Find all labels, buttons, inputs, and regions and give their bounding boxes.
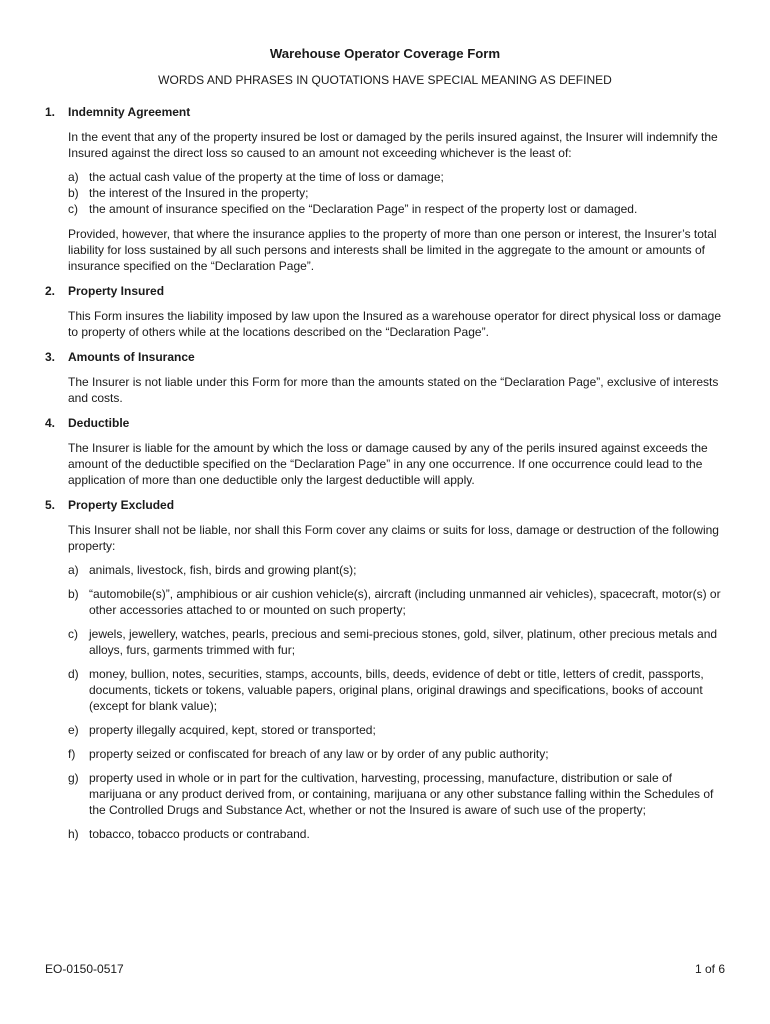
section-heading-property-excluded <box>45 497 725 513</box>
list-item <box>68 826 725 842</box>
document-body <box>45 104 725 842</box>
section-heading-deductible <box>45 415 725 431</box>
section-paragraph: Provided, however, that where the insurance applies to the property of more than one person or interest, the Insurer’s total liability for loss sustained by all such persons and interests shall be limited in the aggregate to the amount or amounts of insurance specified on the “Declaration Page”. <box>68 227 717 273</box>
list-item <box>68 169 725 185</box>
section-title: Amounts of Insurance <box>68 350 195 364</box>
section-title: Property Excluded <box>68 498 175 512</box>
section-number: 2. <box>45 284 56 298</box>
section-title: Indemnity Agreement <box>68 105 191 119</box>
list-item-text: the amount of insurance specified on the “Declaration Page” in respect of the property lost or damaged. <box>89 202 638 216</box>
list-item-text: property used in whole or in part for the cultivation, harvesting, processing, manufacture, distribution or sale of marijuana or any product derived from, or containing, marijuana or any other substance falling within the Schedules of the Controlled Drugs and Substance Act, whether or not the Insured is aware of such use of the property; <box>89 771 714 817</box>
section-number: 5. <box>45 498 56 512</box>
form-code: EO-0150-0517 <box>45 962 124 976</box>
indemnity-list <box>68 169 725 217</box>
list-item-label: c) <box>68 627 78 641</box>
list-item <box>68 201 725 217</box>
list-item-text: the interest of the Insured in the property; <box>89 186 309 200</box>
section-paragraph: This Form insures the liability imposed by law upon the Insured as a warehouse operator for direct physical loss or damage to property of others while at the locations described on the “Declaration Page”. <box>68 309 721 339</box>
list-item-text: “automobile(s)”, amphibious or air cushion vehicle(s), aircraft (including unmanned air vehicles), spacecraft, motor(s) or other accessories attached to or mounted on such property; <box>89 587 721 617</box>
document-subtitle: WORDS AND PHRASES IN QUOTATIONS HAVE SPECIAL MEANING AS DEFINED <box>158 73 612 87</box>
list-item <box>68 666 725 714</box>
section-number: 3. <box>45 350 56 364</box>
list-item <box>68 586 725 618</box>
list-item-label: g) <box>68 771 79 785</box>
list-item-label: b) <box>68 186 79 200</box>
section-paragraph: In the event that any of the property insured be lost or damaged by the perils insured against, the Insurer will indemnify the Insured against the direct loss so caused to an amount not exceeding whichever is the least of: <box>68 130 718 160</box>
list-item-text: money, bullion, notes, securities, stamps, accounts, bills, deeds, evidence of debt or title, letters of credit, passports, documents, tickets or tokens, valuable papers, original plans, original drawings and specifications, books of account (except for blank value); <box>89 667 704 713</box>
list-item-label: e) <box>68 723 79 737</box>
list-item-text: tobacco, tobacco products or contraband. <box>89 827 310 841</box>
list-item-text: jewels, jewellery, watches, pearls, precious and semi-precious stones, gold, silver, platinum, other precious metals and alloys, furs, garments trimmed with fur; <box>89 627 718 657</box>
list-item-label: h) <box>68 827 79 841</box>
section-heading-property-insured <box>45 283 725 299</box>
section-title: Deductible <box>68 416 130 430</box>
list-item-label: b) <box>68 587 79 601</box>
section-paragraph: This Insurer shall not be liable, nor shall this Form cover any claims or suits for loss, damage or destruction of the following property: <box>68 523 719 553</box>
list-item-label: f) <box>68 747 76 761</box>
list-item <box>68 626 725 658</box>
list-item-text: animals, livestock, fish, birds and growing plant(s); <box>89 563 357 577</box>
list-item-label: c) <box>68 202 78 216</box>
list-item-label: a) <box>68 563 79 577</box>
excluded-property-list <box>68 562 725 842</box>
section-heading-indemnity-agreement <box>45 104 725 120</box>
page-indicator: 1 of 6 <box>694 962 725 976</box>
document-title: Warehouse Operator Coverage Form <box>269 46 501 61</box>
section-paragraph: The Insurer is not liable under this Form for more than the amounts stated on the “Declaration Page”, exclusive of interests and costs. <box>68 375 719 405</box>
list-item-text: the actual cash value of the property at the time of loss or damage; <box>89 170 444 184</box>
list-item <box>68 770 725 818</box>
list-item-label: d) <box>68 667 79 681</box>
list-item <box>68 722 725 738</box>
list-item <box>68 746 725 762</box>
section-paragraph: The Insurer is liable for the amount by which the loss or damage caused by any of the perils insured against exceeds the amount of the deductible specified on the “Declaration Page” in any one occurrence. If one occurrence could lead to the application of more than one deductible only the largest deductible will apply. <box>68 441 708 487</box>
section-heading-amounts-of-insurance <box>45 349 725 365</box>
list-item-label: a) <box>68 170 79 184</box>
list-item <box>68 185 725 201</box>
section-title: Property Insured <box>68 284 165 298</box>
section-number: 4. <box>45 416 56 430</box>
section-number: 1. <box>45 105 56 119</box>
list-item-text: property seized or confiscated for breach of any law or by order of any public authority; <box>89 747 549 761</box>
list-item-text: property illegally acquired, kept, stored or transported; <box>89 723 376 737</box>
list-item <box>68 562 725 578</box>
